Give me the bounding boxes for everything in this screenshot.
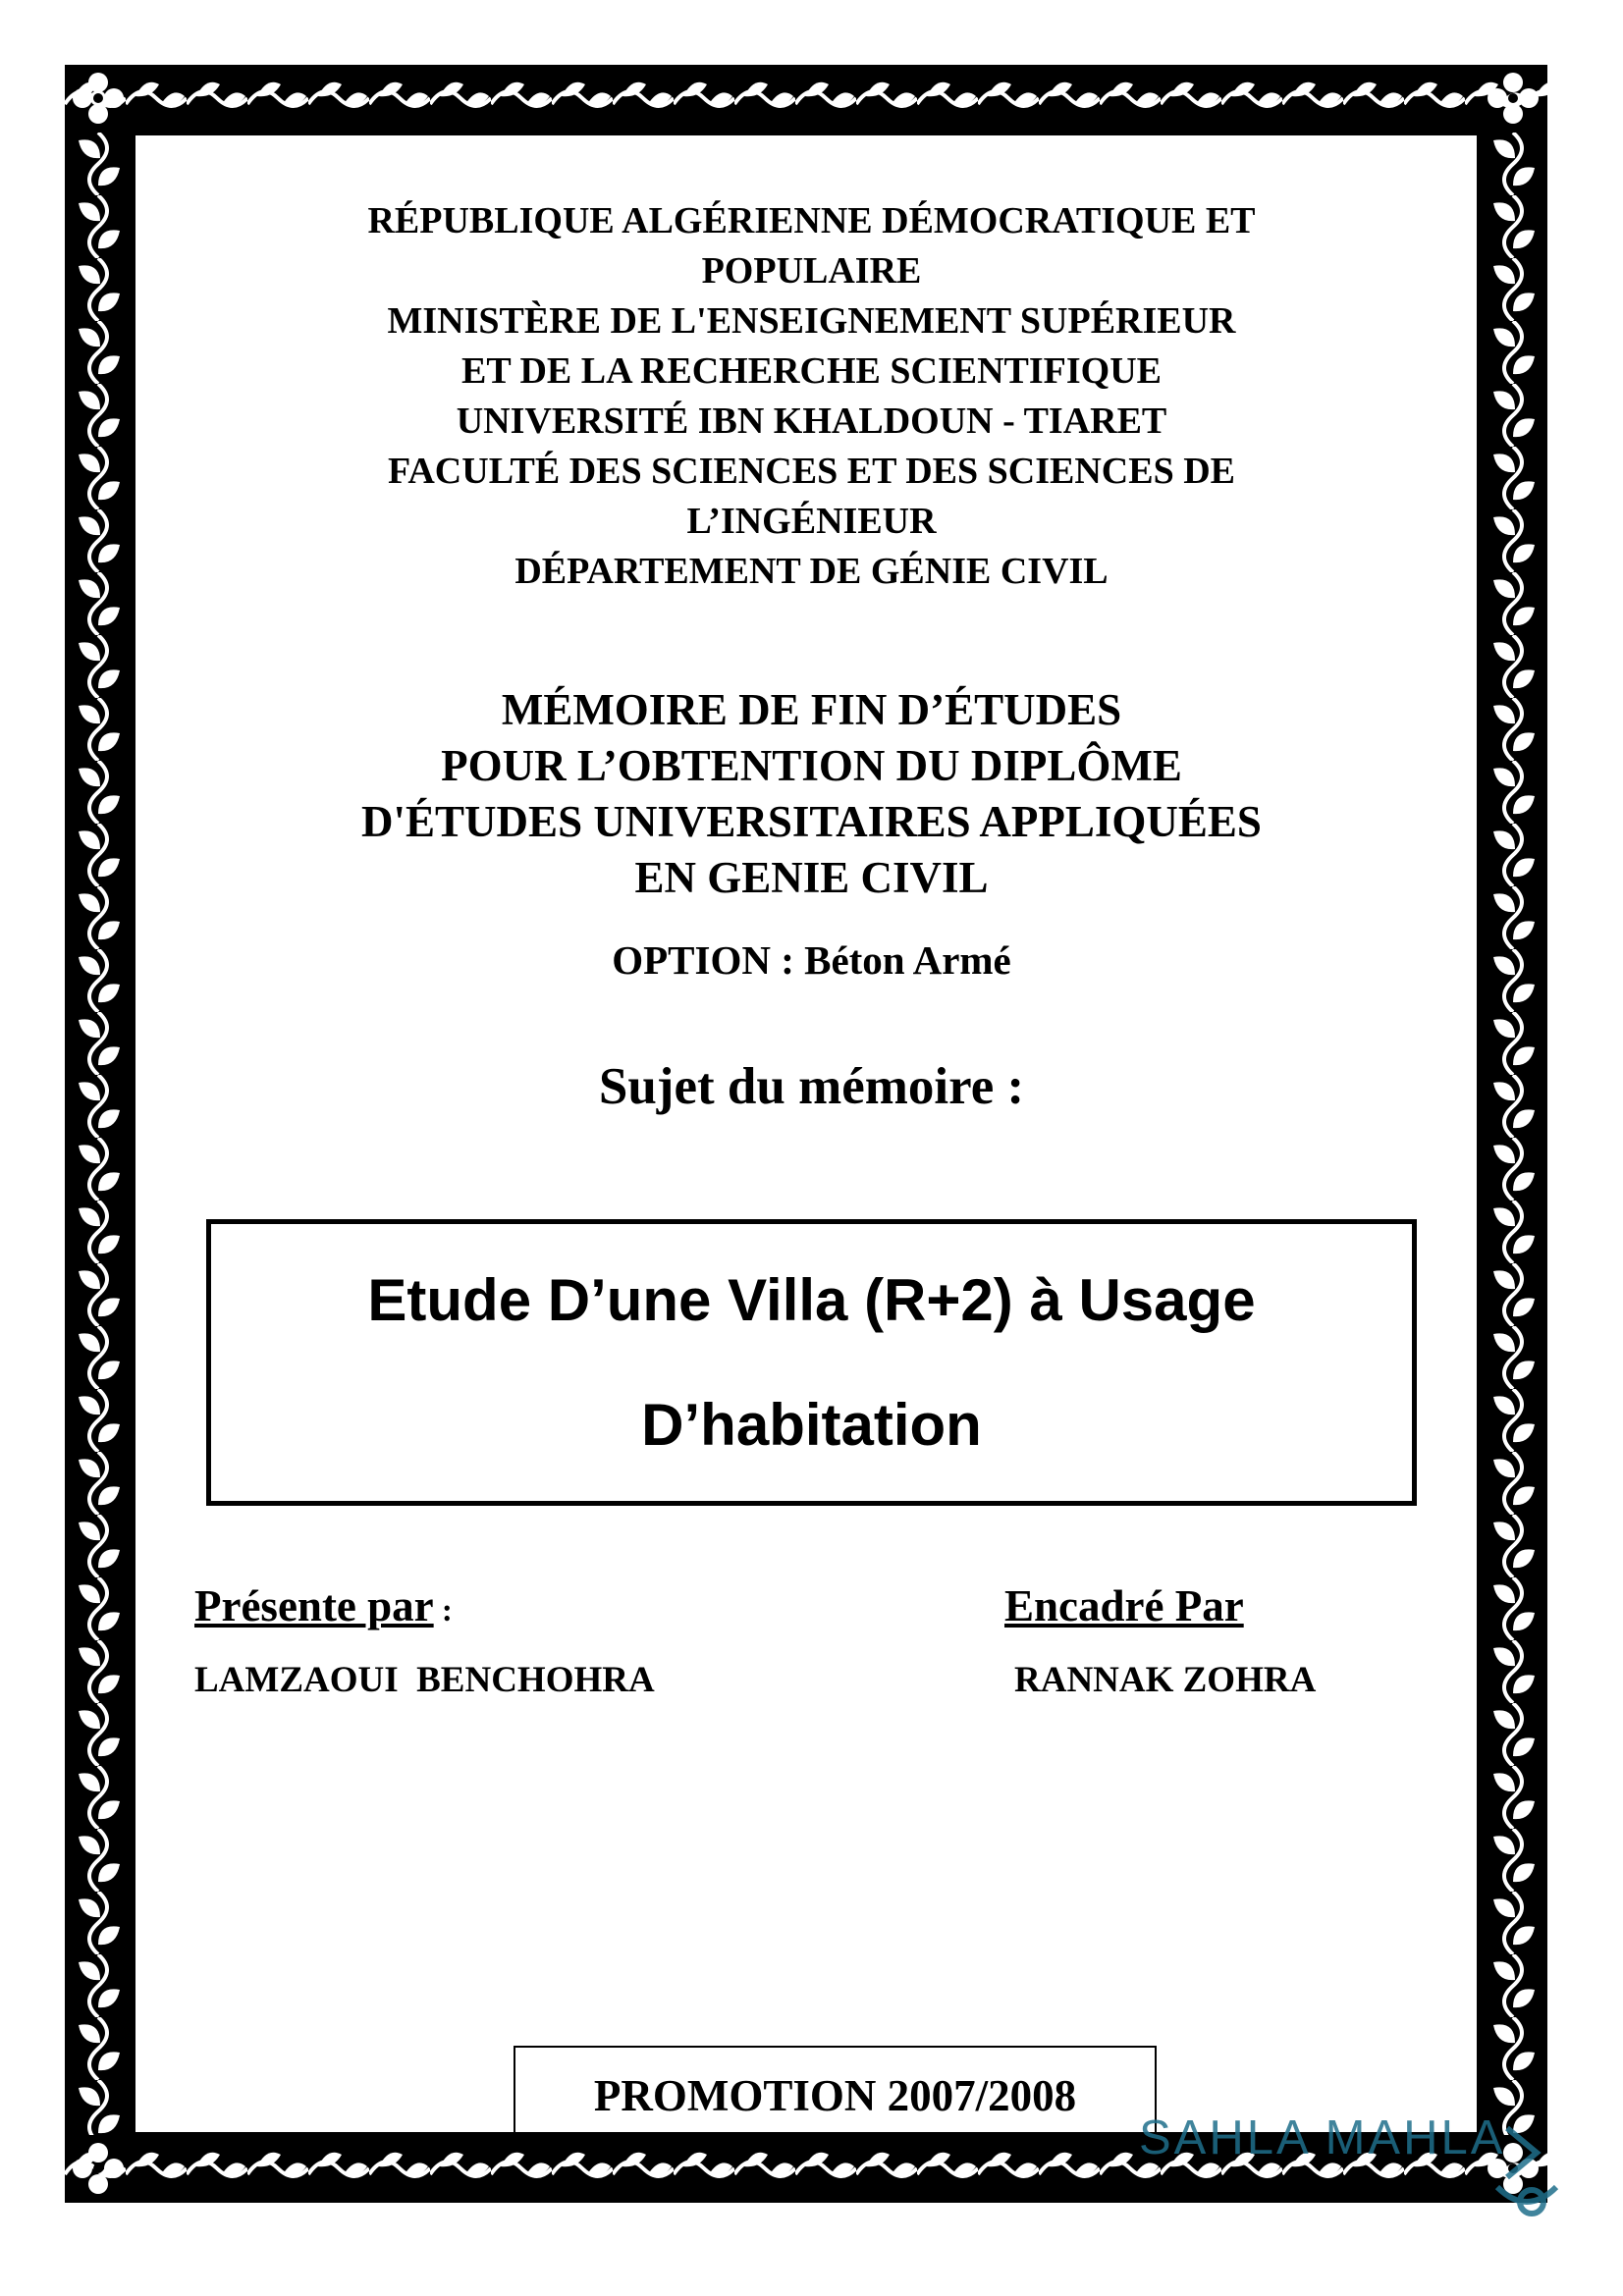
memoire-line: D'ÉTUDES UNIVERSITAIRES APPLIQUÉES (361, 797, 1262, 846)
corner-flower-icon (65, 2135, 133, 2203)
corner-flower-icon (65, 65, 133, 133)
watermark-logo-icon (1478, 2109, 1576, 2226)
supervised-by-label: Encadré Par (1004, 1581, 1244, 1630)
thesis-title-box (206, 1219, 1417, 1506)
header-line: RÉPUBLIQUE ALGÉRIENNE DÉMOCRATIQUE ET (367, 200, 1256, 241)
student-name: LAMZAOUI BENCHOHRA (194, 1660, 655, 1700)
thesis-title-line: D’habitation (641, 1392, 982, 1458)
thesis-title-line: Etude D’une Villa (R+2) à Usage (367, 1267, 1256, 1333)
header-line: L’INGÉNIEUR (686, 501, 937, 542)
header-line: UNIVERSITÉ IBN KHALDOUN - TIARET (456, 400, 1167, 442)
supervisor-name: RANNAK ZOHRA (1014, 1660, 1317, 1700)
watermark: SAHLA MAHLA (1139, 2111, 1506, 2164)
header-line: ET DE LA RECHERCHE SCIENTIFIQUE (460, 350, 1163, 392)
option-label: OPTION : Béton Armé (612, 937, 1011, 983)
memoire-line: EN GENIE CIVIL (634, 853, 989, 902)
border-top-vine (65, 65, 1547, 133)
memoire-line: MÉMOIRE DE FIN D’ÉTUDES (501, 685, 1122, 734)
corner-flower-icon (1480, 65, 1547, 133)
sujet-label: Sujet du mémoire : (598, 1058, 1025, 1115)
header-line: POPULAIRE (701, 250, 922, 292)
promotion-box: PROMOTION 2007/2008 (514, 2046, 1157, 2146)
header-line: FACULTÉ DES SCIENCES ET DES SCIENCES DE (387, 451, 1236, 492)
header-line: DÉPARTEMENT DE GÉNIE CIVIL (514, 551, 1109, 592)
memoire-line: POUR L’OBTENTION DU DIPLÔME (441, 741, 1182, 790)
presented-by-label: Présente par : (194, 1581, 453, 1630)
header-line: MINISTÈRE DE L'ENSEIGNEMENT SUPÉRIEUR (387, 300, 1236, 342)
border-left-vine (65, 133, 133, 2135)
border-right-vine (1480, 133, 1547, 2135)
